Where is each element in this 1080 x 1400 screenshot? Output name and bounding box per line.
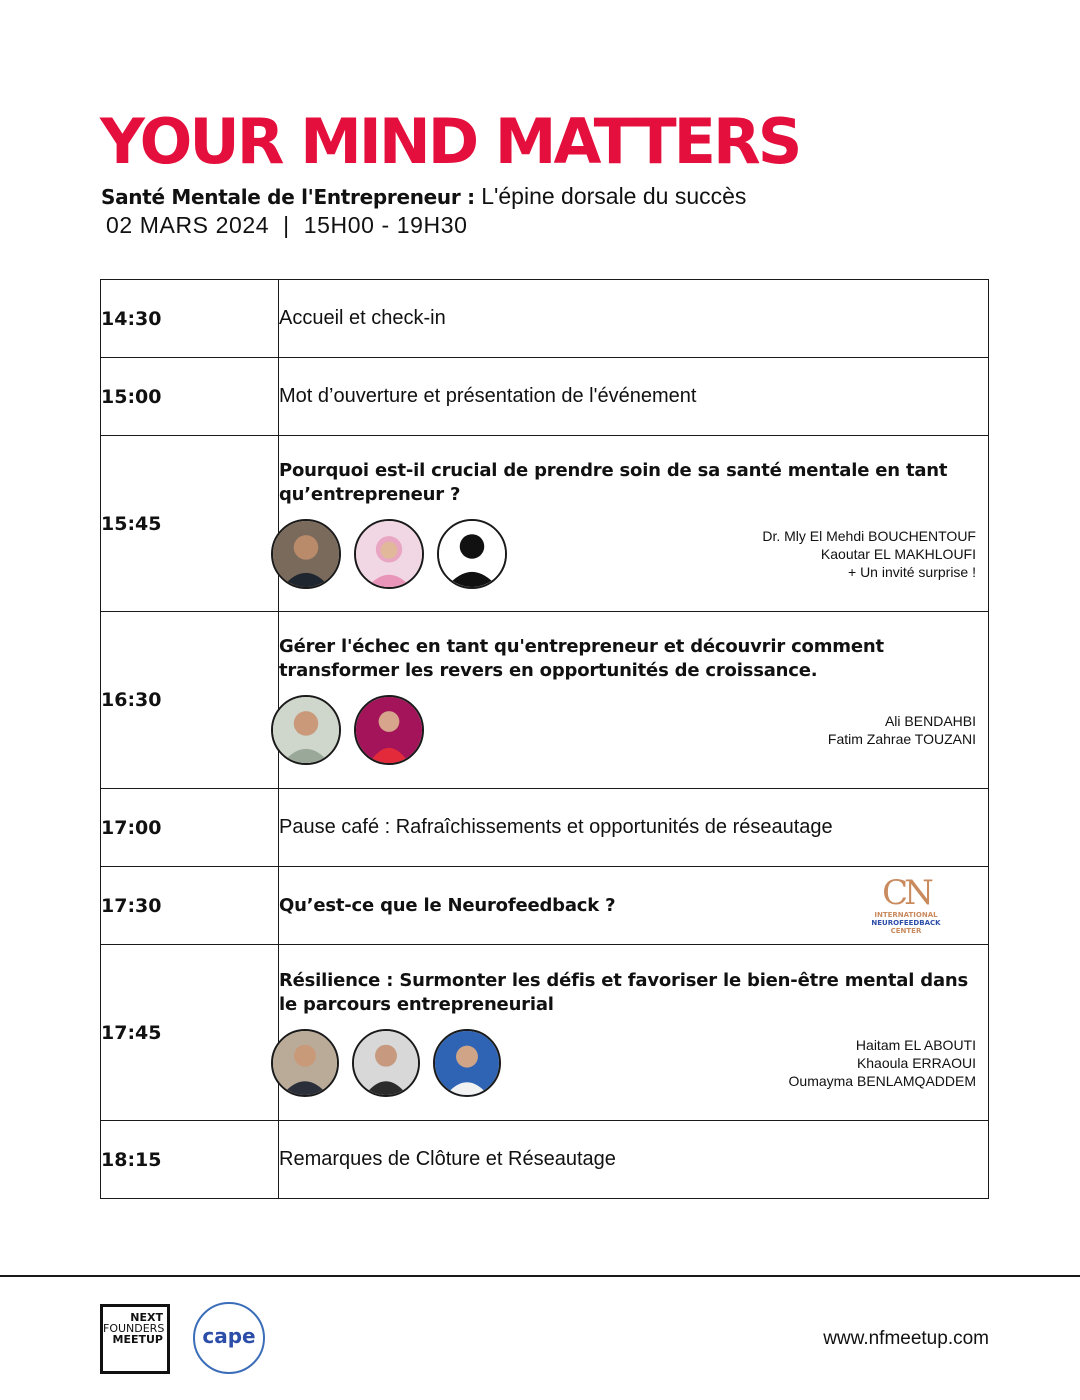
agenda-row xyxy=(101,612,989,789)
speaker-names xyxy=(762,527,976,581)
agenda-item-text: Pause café : Rafraîchissements et opportunités de réseautage xyxy=(279,816,833,838)
agenda-item-text: Remarques de Clôture et Réseautage xyxy=(279,1148,616,1170)
agenda-item-text: Mot d’ouverture et présentation de l'événement xyxy=(279,385,697,407)
speaker-photo xyxy=(354,519,424,589)
speaker-photo xyxy=(271,1029,339,1097)
speaker-names xyxy=(828,712,976,748)
neurofeedback-center-logo xyxy=(866,875,946,935)
inc-logo-line: CENTER xyxy=(890,927,922,935)
speaker-name: Fatim Zahrae TOUZANI xyxy=(827,731,976,747)
agenda-time: 17:00 xyxy=(101,789,279,867)
session-title: Gérer l'échec en tant qu'entrepreneur et découvrir comment transformer les revers en opportunités de croissance. xyxy=(279,636,884,681)
event-date: 02 MARS 2024 | 15H00 - 19H30 xyxy=(106,212,468,238)
inc-logo-line: NEUROFEEDBACK xyxy=(871,919,941,927)
speaker-name: Oumayma BENLAMQADDEM xyxy=(788,1072,976,1089)
speaker-photo xyxy=(271,519,341,589)
event-subtitle xyxy=(101,182,746,211)
agenda-row xyxy=(101,945,989,1121)
session-title: Qu’est-ce que le Neurofeedback ? xyxy=(279,894,616,916)
event-title: YOUR MIND MATTERS xyxy=(100,105,800,178)
agenda-time: 15:00 xyxy=(101,358,279,436)
subtitle-rest: L'épine dorsale du succès xyxy=(481,183,747,209)
agenda-time: 14:30 xyxy=(101,280,279,358)
cape-logo xyxy=(193,1302,265,1374)
speaker-name: Dr. Mly El Mehdi BOUCHENTOUF xyxy=(762,527,976,544)
agenda-item-text: Accueil et check-in xyxy=(279,307,446,329)
agenda-row xyxy=(101,280,989,358)
speaker-photo xyxy=(354,695,424,765)
agenda-row xyxy=(101,436,989,612)
agenda-row xyxy=(101,1121,989,1199)
agenda-row xyxy=(101,358,989,436)
agenda-time: 17:30 xyxy=(101,867,279,945)
speaker-photo xyxy=(352,1029,420,1097)
agenda-row xyxy=(101,789,989,867)
speaker-name: Kaoutar EL MAKHLOUFI xyxy=(820,545,976,562)
nf-logo-line: MEETUP xyxy=(112,1333,163,1346)
inc-logo-line: INTERNATIONAL xyxy=(874,911,938,919)
agenda-row xyxy=(101,867,989,945)
agenda-time: 18:15 xyxy=(101,1121,279,1199)
speaker-name: Haitam EL ABOUTI xyxy=(855,1036,976,1053)
speaker-name: + Un invité surprise ! xyxy=(848,563,976,580)
speaker-names xyxy=(789,1036,976,1090)
agenda-time: 17:45 xyxy=(101,945,279,1121)
subtitle-bold: Santé Mentale de l'Entrepreneur : xyxy=(101,185,475,209)
agenda-time: 16:30 xyxy=(101,612,279,789)
session-title: Résilience : Surmonter les défis et favoriser le bien-être mental dans le parcours entrepreneurial xyxy=(279,969,969,1015)
nf-logo-line: FOUNDERS xyxy=(103,1322,165,1335)
website-link[interactable]: www.nfmeetup.com xyxy=(823,1328,989,1349)
cape-logo-word: cape xyxy=(202,1324,256,1348)
footer-divider xyxy=(0,1275,1080,1277)
session-title: Pourquoi est-il crucial de prendre soin de sa santé mentale en tant qu’entrepreneur ? xyxy=(279,459,948,505)
speaker-name: Ali BENDAHBI xyxy=(884,713,976,729)
speaker-name: Khaoula ERRAOUI xyxy=(856,1054,976,1071)
speaker-photo xyxy=(437,519,507,589)
speaker-photo xyxy=(271,695,341,765)
nf-logo-line: NEXT xyxy=(130,1311,163,1324)
agenda-time: 15:45 xyxy=(101,436,279,612)
speaker-photo xyxy=(433,1029,501,1097)
next-founders-meetup-logo xyxy=(100,1304,170,1374)
inc-logo-mark: CN xyxy=(882,873,930,913)
agenda-table xyxy=(100,279,989,1199)
